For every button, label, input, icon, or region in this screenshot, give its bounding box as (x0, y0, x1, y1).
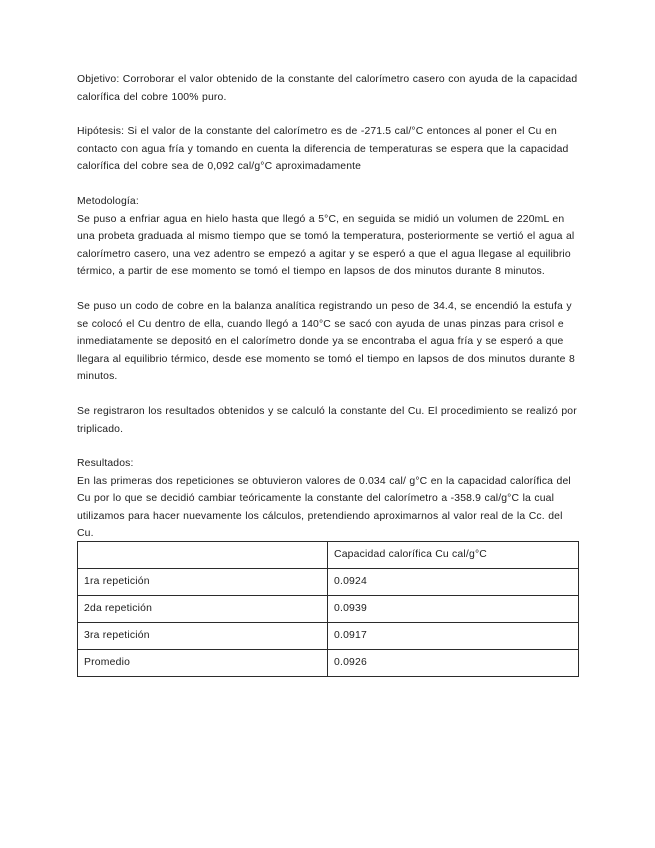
table-cell-value: 0.0926 (328, 650, 579, 677)
table-cell-label: 2da repetición (78, 596, 328, 623)
table-cell-label: 1ra repetición (78, 569, 328, 596)
paragraph-objetivo: Objetivo: Corroborar el valor obtenido de la constante del calorímetro casero con ayuda de la capacidad calorífica del cobre 100% puro. (77, 74, 578, 103)
table-row (78, 569, 579, 596)
table-cell-value: 0.0924 (328, 569, 579, 596)
table-row (78, 650, 579, 677)
paragraph-metodologia-3: Se registraron los resultados obtenidos y se calculó la constante del Cu. El procedimiento se realizó por triplicado. (77, 405, 577, 435)
table-cell-value: 0.0917 (328, 623, 579, 650)
table-row (78, 623, 579, 650)
paragraph-metodologia-1: Se puso a enfriar agua en hielo hasta que llegó a 5°C, en seguida se midió un volumen de 220mL en una probeta graduada al mismo tiempo que se tomó la temperatura, posteriormente se vertió el agua al calorímetro casero, una vez adentro se empezó a agitar y se esperó a que el agua llegase al equilibrio térmico, a partir de ese momento se tomó el tiempo en lapsos de dos minutos durante 8 minutos. (77, 213, 575, 278)
table-cell-label: Promedio (78, 650, 328, 677)
table-cell-label: 3ra repetición (78, 623, 328, 650)
table-header-cell-capacity: Capacidad calorífica Cu cal/g°C (328, 542, 579, 569)
paragraph-metodologia-2: Se puso un codo de cobre en la balanza analítica registrando un peso de 34.4, se encendió la estufa y se colocó el Cu dentro de ella, cuando llegó a 140°C se sacó con ayuda de unas pinzas para crisol e inmediatamente se depositó en el calorímetro donde ya se encontraba el agua fría y se esperó a que llegara al equilibrio térmico, desde ese momento se tomó el tiempo en lapsos de dos minutos durante 8 minutos. (77, 300, 575, 383)
paragraph-hipotesis: Hipótesis: Si el valor de la constante del calorímetro es de -271.5 cal/°C entonces al poner el Cu en contacto con agua fría y tomando en cuenta la diferencia de temperaturas se espera que la capacidad calorífica del cobre sea de 0,092 cal/g°C aproximadamente (77, 126, 569, 173)
paragraph-resultados-1: En las primeras dos repeticiones se obtuvieron valores de 0.034 cal/ g°C en la capacidad calorífica del Cu por lo que se decidió cambiar teóricamente la constante del calorímetro a -358.9 cal/g°C la cual utilizamos para hacer nuevamente los cálculos, pretendiendo aproximarnos al valor real de la Cc. del Cu. (77, 475, 571, 540)
table-header-cell-blank (78, 542, 328, 569)
heading-resultados: Resultados: (77, 458, 134, 470)
table-row (78, 596, 579, 623)
document-body (77, 71, 578, 543)
results-table (77, 541, 579, 677)
table-header-row (78, 542, 579, 569)
table-cell-value: 0.0939 (328, 596, 579, 623)
heading-metodologia: Metodología: (77, 195, 139, 207)
